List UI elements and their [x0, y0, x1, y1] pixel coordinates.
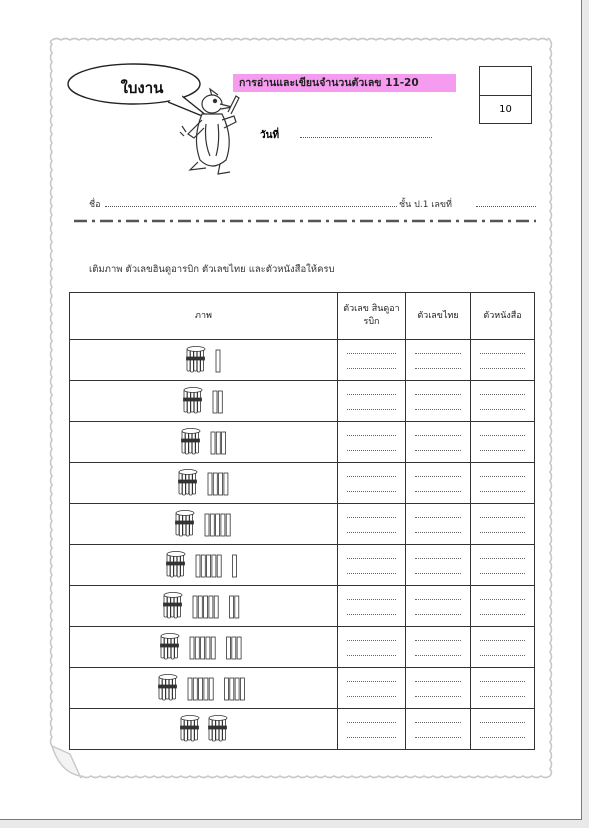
table-row	[70, 422, 535, 463]
stick-icon	[240, 678, 244, 700]
answer-cell-arabic[interactable]	[338, 668, 406, 709]
table-row	[70, 504, 535, 545]
stick-icon	[188, 678, 192, 700]
table-row	[70, 709, 535, 750]
stick-icon	[213, 391, 217, 413]
student-number-field[interactable]	[476, 206, 536, 207]
answer-cell-thai[interactable]	[406, 586, 471, 627]
stick-icon	[219, 473, 223, 495]
score-box	[479, 66, 532, 124]
header-word: ตัวหนังสือ	[471, 293, 535, 340]
stick-bundle-icon	[208, 716, 227, 742]
stick-icon	[221, 432, 225, 454]
stick-icon	[198, 596, 202, 618]
answer-cell-thai[interactable]	[406, 381, 471, 422]
stick-icon	[232, 555, 236, 577]
answer-cell-thai[interactable]	[406, 504, 471, 545]
stick-bundle-icon	[166, 552, 185, 578]
answer-cell-thai[interactable]	[406, 340, 471, 381]
header-picture: ภาพ	[70, 293, 338, 340]
answer-cell-arabic[interactable]	[338, 381, 406, 422]
stick-icon	[209, 678, 213, 700]
table-row	[70, 545, 535, 586]
stick-icon	[235, 678, 239, 700]
stick-icon	[219, 391, 223, 413]
stick-bundle-icon	[180, 716, 199, 742]
table-row	[70, 627, 535, 668]
answer-cell-thai[interactable]	[406, 709, 471, 750]
stick-bundle-icon	[163, 593, 182, 619]
table-row	[70, 340, 535, 381]
answer-cell-word[interactable]	[471, 709, 535, 750]
answer-cell-word[interactable]	[471, 340, 535, 381]
stick-icon	[229, 678, 233, 700]
stick-icon	[204, 678, 208, 700]
stick-icon	[237, 637, 241, 659]
stick-icon	[196, 637, 200, 659]
answer-cell-arabic[interactable]	[338, 422, 406, 463]
answer-cell-thai[interactable]	[406, 463, 471, 504]
stick-icon	[214, 596, 218, 618]
picture-cell	[70, 709, 338, 750]
answer-cell-thai[interactable]	[406, 545, 471, 586]
picture-cell	[70, 340, 338, 381]
stick-icon	[224, 678, 228, 700]
stick-bundle-icon	[176, 511, 195, 537]
stick-icon	[209, 596, 213, 618]
answer-cell-word[interactable]	[471, 463, 535, 504]
instruction-text: เติมภาพ ตัวเลขฮินดูอารบิก ตัวเลขไทย และตัวหนังสือให้ครบ	[89, 264, 335, 275]
answer-cell-word[interactable]	[471, 381, 535, 422]
worksheet-title: การอ่านและเขียนจำนวนตัวเลข 11-20	[233, 74, 456, 92]
picture-cell	[70, 463, 338, 504]
table-row	[70, 668, 535, 709]
stick-icon	[193, 678, 197, 700]
picture-cell	[70, 627, 338, 668]
picture-cell	[70, 668, 338, 709]
table-row	[70, 381, 535, 422]
date-label: วันที่	[260, 130, 280, 141]
stick-bundle-icon	[178, 470, 197, 496]
stick-icon	[211, 514, 215, 536]
stick-icon	[201, 637, 205, 659]
stick-bundle-icon	[184, 388, 203, 414]
stick-bundle-icon	[186, 347, 205, 373]
answer-cell-thai[interactable]	[406, 668, 471, 709]
stick-bundle-icon	[161, 634, 180, 660]
stick-icon	[190, 637, 194, 659]
stick-picture	[184, 344, 223, 376]
stick-icon	[211, 432, 215, 454]
header-arabic-number: ตัวเลข สินดูอารบิก	[338, 293, 406, 340]
stick-icon	[216, 432, 220, 454]
stick-picture	[181, 385, 226, 417]
answer-cell-arabic[interactable]	[338, 586, 406, 627]
stick-icon	[211, 637, 215, 659]
stick-icon	[229, 596, 233, 618]
stick-bundle-icon	[158, 675, 177, 701]
answer-cell-thai[interactable]	[406, 627, 471, 668]
stick-icon	[196, 555, 200, 577]
stick-icon	[206, 637, 210, 659]
counting-table	[69, 292, 535, 750]
dash-dot-divider	[74, 215, 536, 227]
name-label: ชื่อ	[89, 200, 101, 210]
date-field[interactable]	[300, 137, 432, 138]
stick-icon	[216, 350, 220, 372]
table-row	[70, 463, 535, 504]
stick-icon	[211, 555, 215, 577]
picture-cell	[70, 422, 338, 463]
penguin-mascot-icon	[178, 86, 244, 180]
stick-icon	[226, 514, 230, 536]
stick-picture	[156, 672, 252, 704]
stick-icon	[217, 555, 221, 577]
stick-icon	[221, 514, 225, 536]
stick-picture	[178, 713, 230, 745]
score-total: 10	[499, 104, 512, 115]
stick-picture	[164, 549, 244, 581]
stick-icon	[224, 473, 228, 495]
answer-cell-word[interactable]	[471, 586, 535, 627]
header-thai-number: ตัวเลขไทย	[406, 293, 471, 340]
bubble-title: ใบงาน	[120, 79, 164, 97]
class-number-label: ชั้น ป.1 เลขที่	[399, 200, 452, 210]
answer-cell-word[interactable]	[471, 627, 535, 668]
stick-picture	[173, 508, 234, 540]
answer-cell-word[interactable]	[471, 545, 535, 586]
answer-cell-arabic[interactable]	[338, 463, 406, 504]
picture-cell	[70, 381, 338, 422]
answer-cell-word[interactable]	[471, 668, 535, 709]
stick-icon	[227, 637, 231, 659]
stick-picture	[176, 467, 231, 499]
table-row	[70, 586, 535, 627]
stick-icon	[235, 596, 239, 618]
score-earned-field[interactable]	[480, 67, 531, 96]
stick-icon	[198, 678, 202, 700]
stick-icon	[201, 555, 205, 577]
stick-icon	[232, 637, 236, 659]
answer-cell-arabic[interactable]	[338, 709, 406, 750]
stick-icon	[193, 596, 197, 618]
stick-picture	[179, 426, 229, 458]
table-header-row	[70, 293, 535, 340]
stick-picture	[161, 590, 246, 622]
stick-picture	[158, 631, 248, 663]
stick-icon	[205, 514, 209, 536]
stick-icon	[213, 473, 217, 495]
answer-cell-arabic[interactable]	[338, 545, 406, 586]
answer-cell-arabic[interactable]	[338, 627, 406, 668]
answer-cell-word[interactable]	[471, 504, 535, 545]
answer-cell-arabic[interactable]	[338, 504, 406, 545]
stick-icon	[206, 555, 210, 577]
stick-icon	[204, 596, 208, 618]
stick-bundle-icon	[181, 429, 200, 455]
name-field[interactable]	[105, 206, 397, 207]
picture-cell	[70, 545, 338, 586]
stick-icon	[208, 473, 212, 495]
answer-cell-arabic[interactable]	[338, 340, 406, 381]
answer-cell-thai[interactable]	[406, 422, 471, 463]
answer-cell-word[interactable]	[471, 422, 535, 463]
picture-cell	[70, 504, 338, 545]
stick-icon	[216, 514, 220, 536]
picture-cell	[70, 586, 338, 627]
